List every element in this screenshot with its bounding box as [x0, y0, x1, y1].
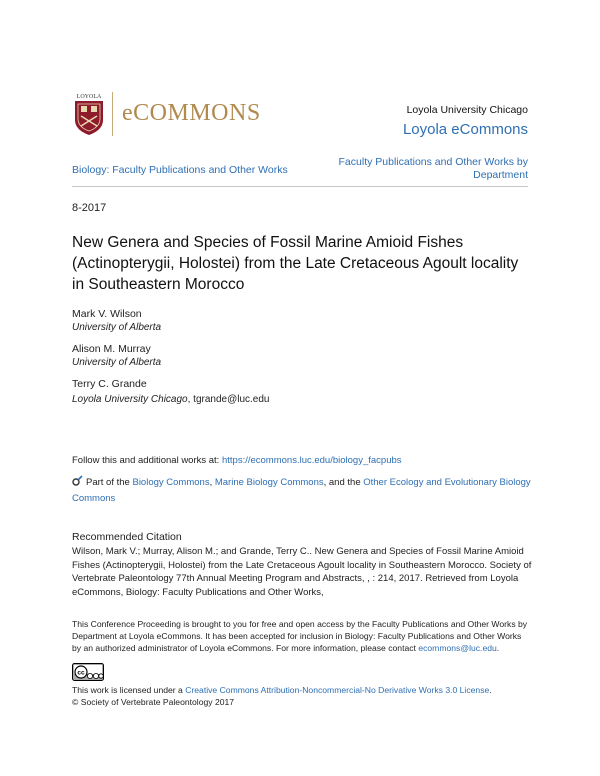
author-affiliation: Loyola University Chicago [72, 394, 188, 405]
follow-line [72, 455, 402, 466]
notice-text: This Conference Proceeding is brought to you for free and open access by the Faculty Publications and Other Works by Department at Loyola eCommons. It has been accepted for inclusion in Biology: Faculty Publications and Other Works by an authorized administrator of Loyola eCommons. For more information, please contact [72, 619, 528, 654]
license-block [72, 684, 532, 708]
author-email[interactable]: , tgrande@luc.edu [187, 394, 270, 405]
collection-link-department[interactable]: Faculty Publications and Other Works by Department [338, 156, 528, 181]
license-link[interactable]: Creative Commons Attribution-Noncommercial-No Derivative Works 3.0 License [185, 685, 490, 695]
repository-link[interactable]: Loyola eCommons [402, 121, 528, 138]
author-affiliation: University of Alberta [72, 322, 162, 333]
access-notice [72, 618, 532, 655]
author-affiliation-line [72, 391, 492, 406]
biology-commons-link[interactable]: Biology Commons [132, 477, 210, 488]
open-access-icon [72, 475, 83, 486]
follow-prefix: Follow this and additional works at: [72, 455, 222, 466]
author-affiliation: University of Alberta [72, 357, 162, 368]
follow-url-link[interactable]: https://ecommons.luc.edu/biology_facpubs [221, 455, 402, 466]
author-block [72, 343, 492, 369]
loyola-shield-logo [72, 92, 106, 136]
logo-divider [112, 92, 113, 136]
cc-badge-label: cc [77, 669, 85, 677]
license-suffix: . [489, 685, 492, 695]
document-title: New Genera and Species of Fossil Marine Amioid Fishes (Actinopterygii, Holostei) from the Late Cretaceous Agoult locality in Southeastern Morocco [72, 234, 519, 293]
logo-university-text: LOYOLA [76, 94, 102, 100]
collection-link-biology[interactable]: Biology: Faculty Publications and Other Works [72, 164, 288, 176]
license-prefix: This work is licensed under a [72, 685, 186, 695]
ecology-evolutionary-commons-link[interactable]: Other Ecology and Evolutionary Biology Commons [72, 477, 531, 504]
author-block [72, 308, 492, 334]
part-of-sep: , and the [323, 477, 364, 488]
author-name: Terry C. Grande [72, 378, 147, 390]
author-name: Alison M. Murray [72, 343, 151, 355]
notice-end: . [496, 643, 500, 654]
citation-heading: Recommended Citation [72, 531, 182, 543]
contact-email-link[interactable]: ecommons@luc.edu [418, 643, 497, 654]
citation-text: Wilson, Mark V.; Murray, Alison M.; and Grande, Terry C.. New Genera and Species of Fossil Marine Amioid Fishes (Actinopterygii, Holostei) from the Late Cretaceous Agoult locality in Southeastern Morocco. Society of Vertebrate Paleontology 77th Annual Meeting Program and Abstracts, , : 214, 2017. Retrieved from Loyola eCommons, Biology: Faculty Publications and Other Works, [72, 546, 532, 598]
marine-biology-commons-link[interactable]: Marine Biology Commons [214, 477, 324, 488]
license-line [72, 684, 532, 696]
publication-date: 8-2017 [72, 202, 107, 214]
copyright-line: © Society of Vertebrate Paleontology 2017 [72, 697, 235, 707]
creative-commons-badge-icon[interactable] [72, 663, 104, 681]
header-divider [72, 186, 528, 187]
part-of-sep: , [209, 477, 215, 488]
author-block [72, 378, 492, 406]
part-of-prefix: Part of the [86, 477, 133, 488]
institution-name: Loyola University Chicago [406, 104, 528, 116]
part-of-line [72, 475, 532, 507]
author-name: Mark V. Wilson [72, 308, 142, 320]
ecommons-logo-text: eCOMMONS [122, 100, 261, 126]
